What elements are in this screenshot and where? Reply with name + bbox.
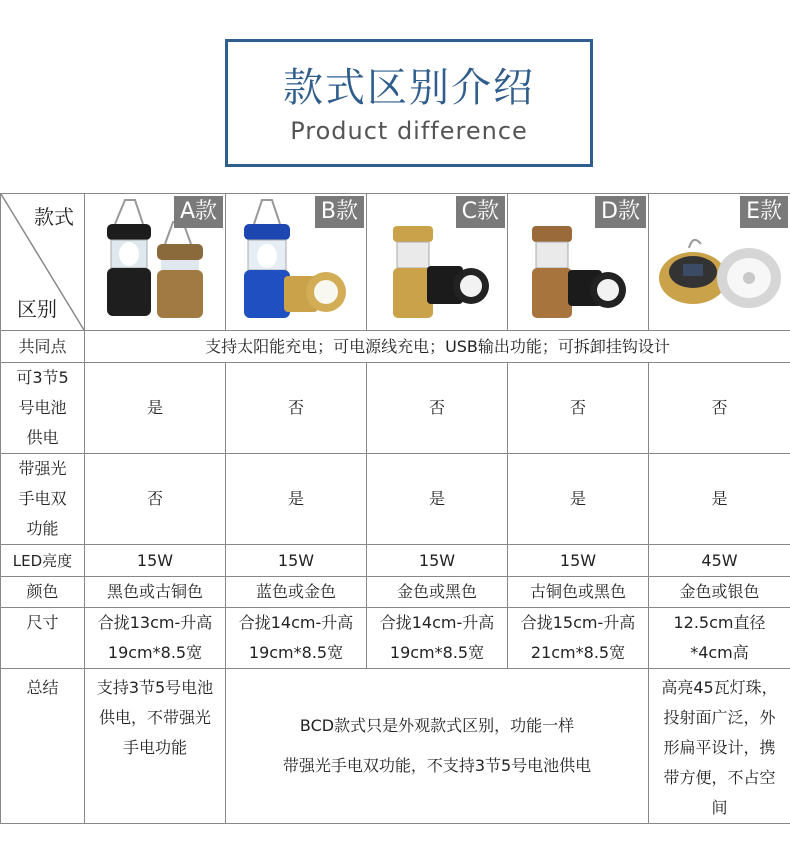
summary-line: 支持3节5号电池 <box>96 678 214 697</box>
title-box <box>225 39 593 167</box>
flashlight-label-line: 带强光 <box>18 459 67 478</box>
summary-line: 间 <box>711 798 728 817</box>
summary-line: 形扁平设计，携 <box>663 738 776 757</box>
battery-value-e: 否 <box>649 363 790 454</box>
flashlight-label-line: 手电双 <box>18 489 67 508</box>
summary-line: 高亮45瓦灯珠， <box>661 678 778 697</box>
model-a-cell <box>85 194 226 331</box>
size-line: 合拢13cm-升高 <box>97 613 213 632</box>
size-value-a <box>85 608 226 669</box>
size-value-b <box>226 608 367 669</box>
summary-value-bcd <box>226 669 649 824</box>
title-chinese: 款式区别介绍 <box>283 65 535 111</box>
summary-line: 投射面广泛，外 <box>663 708 776 727</box>
model-b-badge: B款 <box>315 196 364 228</box>
model-e-cell <box>649 194 790 331</box>
model-e-badge: E款 <box>740 196 788 228</box>
model-d-badge: D款 <box>595 196 646 228</box>
color-label: 颜色 <box>1 577 85 608</box>
corner-cell <box>1 194 85 331</box>
summary-line: BCD款式只是外观款式区别，功能一样 <box>299 716 575 735</box>
battery-row <box>1 363 790 454</box>
diff-label: 区别 <box>17 297 57 321</box>
battery-value-c: 否 <box>367 363 508 454</box>
led-value-c: 15W <box>367 545 508 577</box>
size-line: 合拢14cm-升高 <box>379 613 495 632</box>
summary-label: 总结 <box>1 669 85 824</box>
battery-label <box>1 363 85 454</box>
summary-value-e <box>649 669 790 824</box>
title-english: Product difference <box>290 117 528 145</box>
model-c-cell <box>367 194 508 331</box>
led-value-d: 15W <box>508 545 649 577</box>
size-line: 12.5cm直径 <box>673 613 766 632</box>
model-b-cell <box>226 194 367 331</box>
style-label: 款式 <box>34 205 74 229</box>
summary-value-a <box>85 669 226 824</box>
model-a-badge: A款 <box>174 196 223 228</box>
flashlight-value-e: 是 <box>649 454 790 545</box>
flashlight-value-d: 是 <box>508 454 649 545</box>
model-c-badge: C款 <box>456 196 505 228</box>
battery-value-d: 否 <box>508 363 649 454</box>
size-line: 合拢15cm-升高 <box>520 613 636 632</box>
summary-line: 带强光手电双功能，不支持3节5号电池供电 <box>282 756 592 775</box>
flashlight-label-line: 功能 <box>26 519 59 538</box>
led-label: LED亮度 <box>1 545 85 577</box>
color-row <box>1 577 790 608</box>
color-value-a: 黑色或古铜色 <box>85 577 226 608</box>
color-value-e: 金色或银色 <box>649 577 790 608</box>
common-value: 支持太阳能充电；可电源线充电；USB输出功能；可拆卸挂钩设计 <box>85 331 790 363</box>
summary-line: 手电功能 <box>122 738 187 757</box>
common-label: 共同点 <box>1 331 85 363</box>
size-line: *4cm高 <box>690 643 749 662</box>
size-value-c <box>367 608 508 669</box>
battery-label-line: 可3节5 <box>16 368 69 387</box>
size-value-d <box>508 608 649 669</box>
size-line: 19cm*8.5宽 <box>248 643 344 662</box>
led-row <box>1 545 790 577</box>
flashlight-value-b: 是 <box>226 454 367 545</box>
common-row <box>1 331 790 363</box>
led-value-a: 15W <box>85 545 226 577</box>
battery-value-b: 否 <box>226 363 367 454</box>
size-line: 21cm*8.5宽 <box>530 643 626 662</box>
battery-label-line: 供电 <box>26 428 59 447</box>
size-line: 合拢14cm-升高 <box>238 613 354 632</box>
size-line: 19cm*8.5宽 <box>389 643 485 662</box>
color-value-b: 蓝色或金色 <box>226 577 367 608</box>
led-value-e: 45W <box>649 545 790 577</box>
flashlight-value-a: 否 <box>85 454 226 545</box>
header-row <box>1 194 790 331</box>
led-value-b: 15W <box>226 545 367 577</box>
summary-line: 供电，不带强光 <box>98 708 211 727</box>
spec-table <box>0 193 790 824</box>
model-d-cell <box>508 194 649 331</box>
battery-value-a: 是 <box>85 363 226 454</box>
summary-line: 带方便，不占空 <box>663 768 776 787</box>
size-line: 19cm*8.5宽 <box>107 643 203 662</box>
size-value-e <box>649 608 790 669</box>
summary-row <box>1 669 790 824</box>
size-row <box>1 608 790 669</box>
size-label: 尺寸 <box>1 608 85 669</box>
battery-label-line: 号电池 <box>18 398 67 417</box>
color-value-c: 金色或黑色 <box>367 577 508 608</box>
flashlight-label <box>1 454 85 545</box>
flashlight-value-c: 是 <box>367 454 508 545</box>
color-value-d: 古铜色或黑色 <box>508 577 649 608</box>
flashlight-row <box>1 454 790 545</box>
